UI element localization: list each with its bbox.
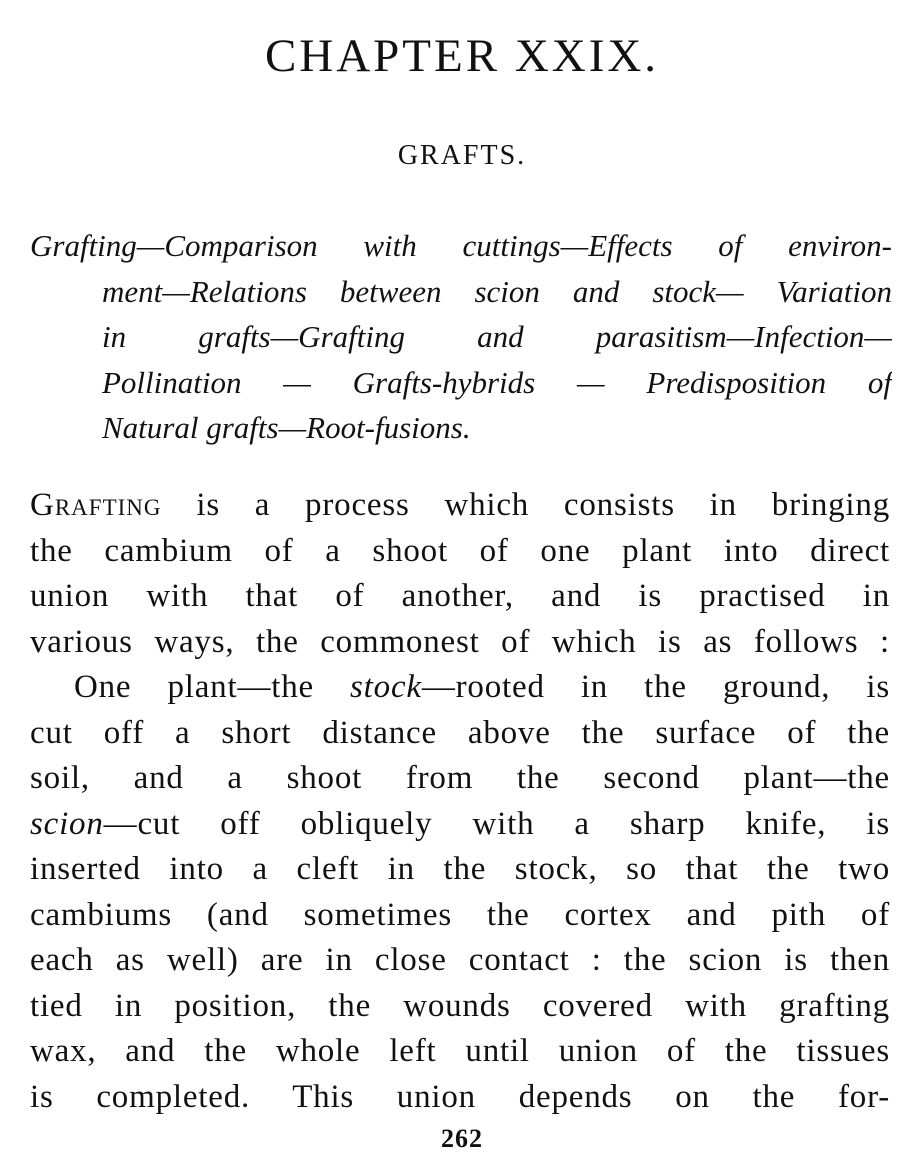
paragraph-2-line [30, 802, 890, 848]
chapter-title: CHAPTER XXIX. [264, 30, 660, 82]
paragraph-2-line: tied in position, the wounds covered with grafting [30, 987, 890, 1024]
paragraph-2-line: inserted into a cleft in the stock, so that the two [30, 851, 890, 887]
line-text: One plant—the [74, 669, 351, 705]
paragraph-2-line: is completed. This union depends on the for- [30, 1078, 890, 1115]
paragraph-1-line: various ways, the commonest of which is as follows : [30, 623, 890, 660]
summary-line: Pollination — Grafts-hybrids — Predisposition of [102, 364, 892, 400]
page-number: 262 [441, 1124, 483, 1153]
section-title: GRAFTS. [397, 140, 527, 171]
paragraph-1-line: the cambium of a shoot of one plant into direct [30, 532, 890, 569]
summary-line: ment—Relations between scion and stock— Variation [102, 273, 892, 309]
paragraph-2-line: wax, and the whole left until union of the tissues [30, 1033, 890, 1069]
summary-line: Natural grafts—Root-fusions. [102, 410, 471, 445]
paragraph-1-line [30, 483, 890, 529]
chapter-summary [30, 223, 892, 451]
paragraph-2-line [30, 665, 890, 711]
body-text [30, 483, 890, 1120]
paragraph-2-line: each as well) are in close contact : the scion is then [30, 942, 890, 978]
paragraph-1-line: union with that of another, and is practised in [30, 578, 890, 614]
paragraph-2-line: cambiums (and sometimes the cortex and pith of [30, 896, 890, 933]
emphasis-scion: scion [30, 805, 104, 842]
paragraph-2-line: soil, and a shoot from the second plant—the [30, 760, 890, 796]
line-text: —cut off obliquely with a sharp knife, is [103, 805, 890, 842]
line-text: is a process which consists in bringing [161, 487, 890, 523]
lead-word: Grafting [30, 487, 162, 523]
paragraph-2-line: cut off a short distance above the surface of the [30, 714, 890, 751]
summary-line: Grafting—Comparison with cuttings—Effects of environ- [30, 228, 892, 263]
emphasis-stock: stock [350, 669, 422, 705]
summary-line: in grafts—Grafting and parasitism—Infection— [102, 319, 892, 354]
line-text: —rooted in the ground, is [421, 669, 890, 705]
